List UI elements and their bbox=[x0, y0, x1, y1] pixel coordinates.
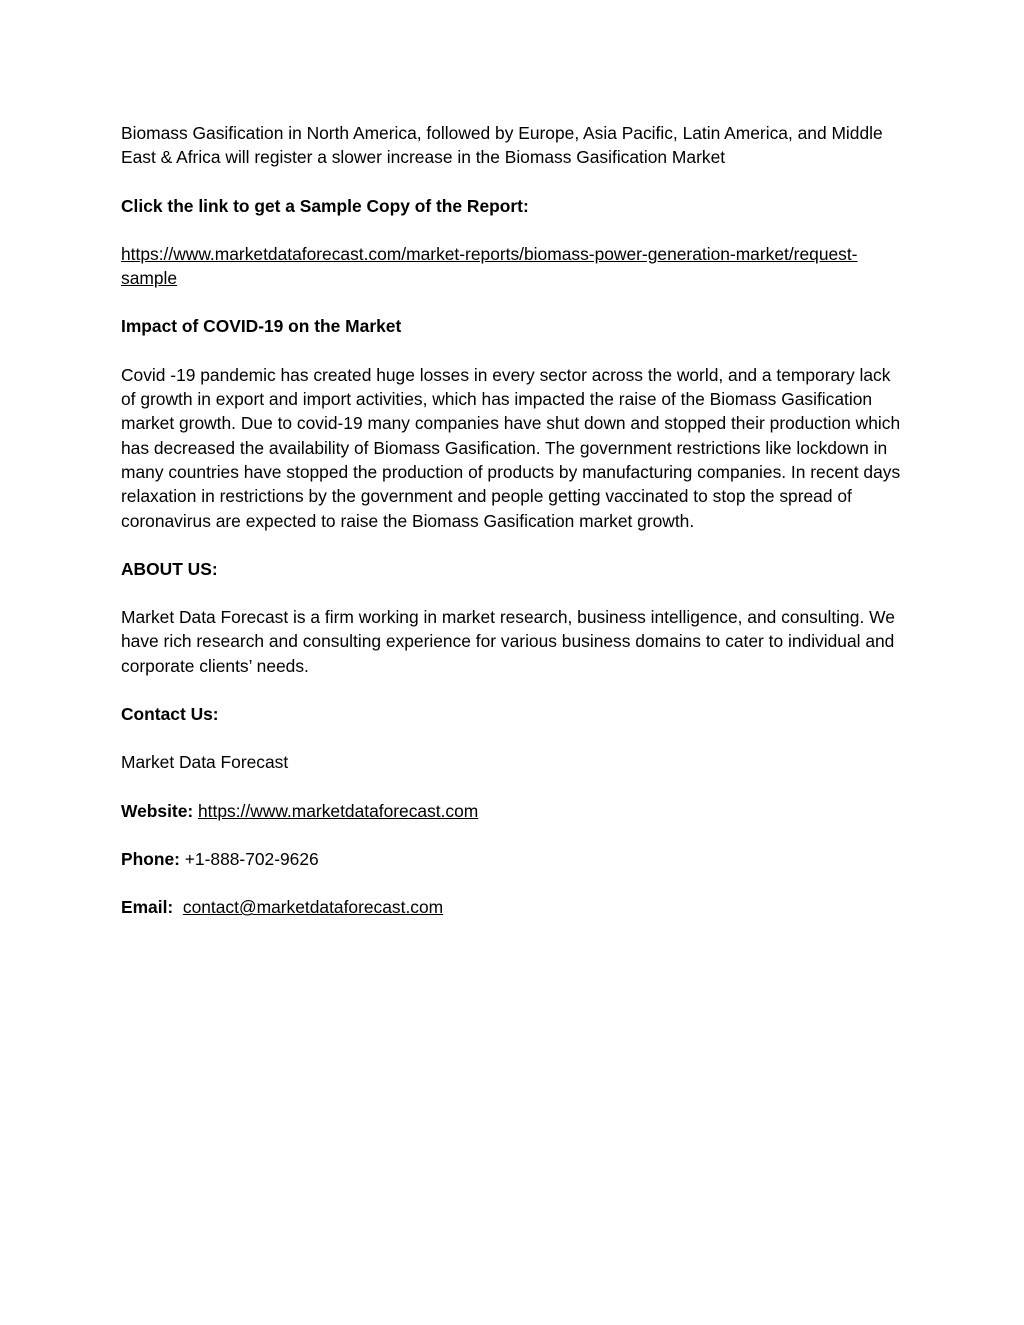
email-link[interactable]: contact@marketdataforecast.com bbox=[182, 897, 444, 918]
company-name: Market Data Forecast bbox=[121, 752, 289, 773]
phone-label: Phone: bbox=[121, 848, 180, 869]
contact-heading: Contact Us: bbox=[121, 704, 219, 725]
website-line bbox=[121, 799, 901, 823]
website-link[interactable]: https://www.marketdataforecast.com bbox=[198, 800, 479, 821]
covid-paragraph: Covid -19 pandemic has created huge losses in every sector across the world, and a temporary lack of growth in export and import activities, which has impacted the raise of the Biomass Gasification market growth. Due to covid-19 many companies have shut down and stopped their production which has decreased the availability of Biomass Gasification. The government restrictions like lockdown in many countries have stopped the production of products by manufacturing companies. In recent days relaxation in restrictions by the government and people getting vaccinated to stop the spread of coronavirus are expected to raise the Biomass Gasification market growth. bbox=[121, 364, 901, 531]
email-label: Email: bbox=[121, 897, 174, 918]
email-line bbox=[121, 895, 901, 919]
sample-heading: Click the link to get a Sample Copy of the Report: bbox=[121, 195, 529, 216]
sample-link[interactable]: https://www.marketdataforecast.com/market-reports/biomass-power-generation-market/request-sample bbox=[121, 243, 858, 289]
intro-paragraph: Biomass Gasification in North America, followed by Europe, Asia Pacific, Latin America, and Middle East & Africa will register a slower increase in the Biomass Gasification Market bbox=[121, 123, 883, 168]
covid-heading: Impact of COVID-19 on the Market bbox=[121, 316, 402, 337]
phone-value: +1-888-702-9626 bbox=[184, 848, 319, 869]
website-label: Website: bbox=[121, 800, 194, 821]
about-paragraph: Market Data Forecast is a firm working in market research, business intelligence, and consulting. We have rich research and consulting experience for various business domains to cater to individual and corporate clients’ needs. bbox=[121, 607, 895, 676]
sample-link-paragraph bbox=[121, 242, 901, 291]
document-page bbox=[121, 121, 901, 944]
phone-line bbox=[121, 847, 901, 871]
about-heading: ABOUT US: bbox=[121, 558, 218, 579]
